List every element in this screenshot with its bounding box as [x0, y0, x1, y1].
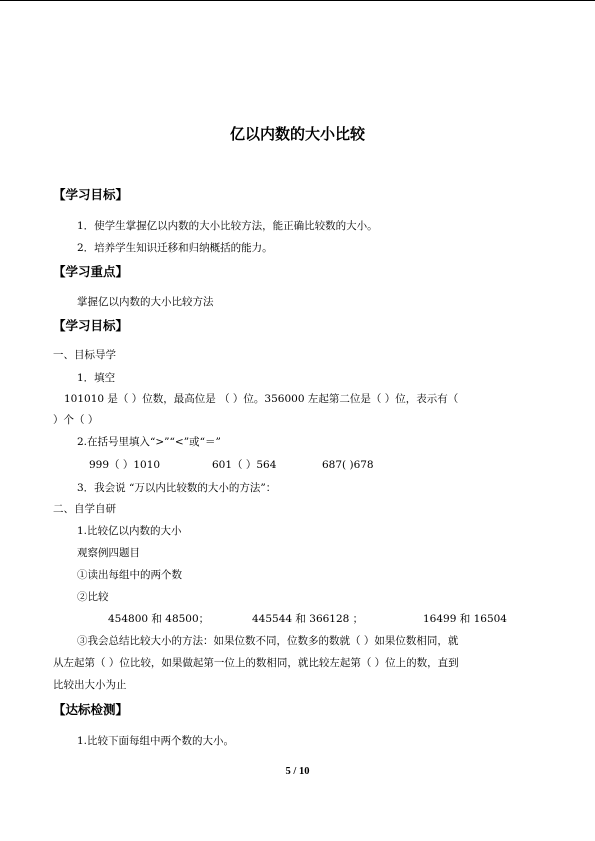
section2-subtitle: 1.比较亿以内数的大小	[77, 525, 182, 537]
summary-line-3: 比较出大小为止	[53, 679, 127, 691]
summary-line-2: 从左起第（ ）位比较，如果做起第一位上的数相同，就比较左起第（ ）位上的数，直到	[53, 657, 459, 669]
page-title: 亿以内数的大小比较	[229, 125, 365, 143]
heading-objectives-2: 【学习目标】	[53, 318, 129, 333]
compare-item-2: 601（ ）564	[212, 459, 277, 471]
observe-line: 观察例四题目	[77, 547, 140, 559]
heading-assessment: 【达标检测】	[53, 702, 129, 717]
heading-key-points: 【学习重点】	[53, 264, 129, 279]
top-rule	[0, 0, 595, 1]
compare-title: 2.在括号里填入“>”“<”或“＝”	[77, 436, 221, 448]
objective-2: 2．培养学生知识迁移和归纳概括的能力。	[77, 242, 273, 254]
say-line: 3．我会说 “万以内比较数的大小的方法”：	[77, 482, 277, 494]
fill-title: 1．填空	[77, 372, 116, 384]
key-point-text: 掌握亿以内数的大小比较方法	[77, 296, 214, 308]
assessment-item-1: 1.比较下面每组中两个数的大小。	[77, 735, 235, 747]
pair-3: 16499 和 16504	[423, 613, 507, 625]
summary-line-1: ③我会总结比较大小的方法：如果位数不同，位数多的数就（ ）如果位数相同，就	[77, 635, 459, 647]
pair-1: 454800 和 48500；	[108, 613, 210, 625]
section1-title: 一、目标导学	[53, 349, 116, 361]
compare-item-1: 999（ ）1010	[89, 459, 161, 471]
fill-line-2: ）个（ ）	[53, 414, 99, 426]
section2-title: 二、自学自研	[53, 503, 116, 515]
fill-line-1: 101010 是（ ）位数，最高位是 （ ）位。356000 左起第二位是（ ）位，表示有（	[64, 393, 459, 405]
objective-1: 1．使学生掌握亿以内数的大小比较方法，能正确比较数的大小。	[77, 220, 378, 232]
pair-2: 445544 和 366128 ；	[252, 613, 364, 625]
compare-item-3: 687( )678	[322, 459, 374, 471]
page-number: 5 / 10	[285, 766, 310, 777]
step-1: ①读出每组中的两个数	[77, 569, 182, 581]
heading-objectives: 【学习目标】	[53, 187, 129, 202]
step-2: ②比较	[77, 591, 109, 603]
